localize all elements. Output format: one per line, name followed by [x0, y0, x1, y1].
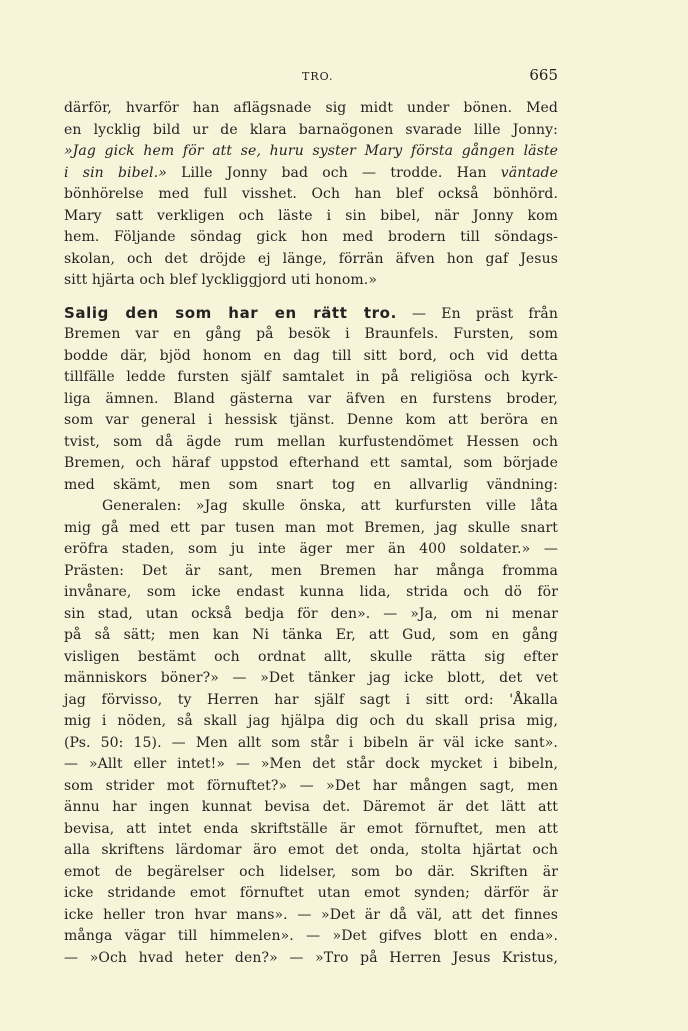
- text-line: [64, 163, 558, 185]
- text-span: — En präst från: [396, 305, 558, 322]
- text-line: bodde där, bjöd honom en dag till sitt bord, och vid detta: [64, 347, 558, 364]
- text-line: människors böner?» — »Det tänker jag icke blott, det vet: [64, 670, 558, 686]
- text-span: Lille Jonny bad och — trodde. Han: [166, 164, 487, 181]
- text-line: — »Och hvad heter den?» — »Tro på Herren Jesus Kristus,: [64, 949, 558, 966]
- text-line: invånare, som icke endast kunna lida, strida och dö för: [64, 584, 558, 600]
- text-line: liga ämnen. Bland gästerna var äfven en furstens broder,: [64, 390, 558, 407]
- text-line: tillfälle ledde fursten själf samtalet in på religiösa och kyrk-: [64, 369, 558, 385]
- text-line: [64, 141, 558, 163]
- text-line: (Ps. 50: 15). — Men allt som står i bibeln är väl icke sant».: [64, 734, 558, 751]
- text-line: Prästen: Det är sant, men Bremen har många fromma: [64, 562, 558, 579]
- text-line: Bremen var en gång på besök i Braunfels. Fursten, som: [64, 326, 558, 342]
- text-line: många vägar till himmelen». — »Det gifves blott en enda».: [64, 928, 558, 944]
- body-text: [64, 98, 558, 969]
- text-line: alla skriftens lärdomar äro emot det onda, stolta hjärtat och: [64, 842, 558, 858]
- paragraph-gap: [64, 292, 558, 303]
- text-line: Bremen, och häraf uppstod efterhand ett samtal, som började: [64, 455, 558, 471]
- text-line: en lycklig bild ur de klara barnaögonen svarade lille Jonny:: [64, 121, 558, 138]
- text-line: på så sätt; men kan Ni tänka Er, att Gud, som en gång: [64, 627, 558, 643]
- text-line: med skämt, men som snart tog en allvarlig vändning:: [64, 476, 558, 493]
- text-line: Mary satt verkligen och läste i sin bibel, när Jonny kom: [64, 207, 558, 224]
- text-line: bönhörelse med full visshet. Och han blef också bönhörd.: [64, 186, 558, 202]
- text-line: tvist, som då ägde rum mellan kurfustendömet Hessen och: [64, 433, 558, 450]
- text-line: sitt hjärta och blef lyckliggjord uti honom.»: [64, 272, 377, 288]
- text-line: ännu har ingen kunnat bevisa det. Däremot är det lätt att: [64, 799, 558, 815]
- text-line: därför, hvarför han aflägsnade sig midt under bönen. Med: [64, 100, 558, 116]
- italic-quote: »Jag gick hem för att se, huru syster Mary första gången läste: [64, 143, 558, 159]
- italic-quote-end: i sin bibel.»: [64, 164, 167, 181]
- section-heading: Salig den som har en rätt tro.: [64, 303, 397, 322]
- text-line: [64, 303, 558, 325]
- text-line: skolan, och det dröjde ej länge, förrän äfven hon gaf Jesus: [64, 250, 558, 267]
- text-line: jag förvisso, ty Herren har själf sagt i sitt ord: 'Åkalla: [64, 691, 558, 708]
- text-line: — »Allt eller intet!» — »Men det står dock mycket i bibeln,: [64, 756, 558, 772]
- italic-word: väntade: [500, 164, 558, 181]
- text-line: bevisa, att intet enda skriftställe är emot förnuftet, men att: [64, 820, 558, 837]
- running-head: TRO.: [302, 70, 334, 83]
- text-line: visligen bestämt och ordnat allt, skulle rätta sig efter: [64, 648, 558, 665]
- text-line: icke heller tron hvar mans». — »Det är då väl, att det finnes: [64, 906, 558, 923]
- page-header: [64, 64, 558, 86]
- text-line: hem. Följande söndag gick hon med brodern till söndags-: [64, 229, 558, 245]
- text-line: mig gå med ett par tusen man mot Bremen, jag skulle snart: [64, 519, 558, 536]
- text-line: icke stridande emot förnuftet utan emot synden; därför är: [64, 885, 558, 901]
- text-line: Generalen: »Jag skulle önska, att kurfursten ville låta: [102, 498, 558, 514]
- text-line: som strider mot förnuftet?» — »Det har mången sagt, men: [64, 777, 558, 794]
- text-line: sin stad, utan också bedja för den». — »Ja, om ni menar: [64, 605, 558, 622]
- text-line: mig i nöden, så skall jag hjälpa dig och du skall prisa mig,: [64, 713, 558, 729]
- text-line: emot de begärelser och lidelser, som bo där. Skriften är: [64, 863, 558, 880]
- text-line: eröfra staden, som ju inte äger mer än 400 soldater.» —: [64, 541, 558, 557]
- text-line: som var general i hessisk tjänst. Denne kom att beröra en: [64, 412, 558, 428]
- page-number: 665: [529, 66, 558, 84]
